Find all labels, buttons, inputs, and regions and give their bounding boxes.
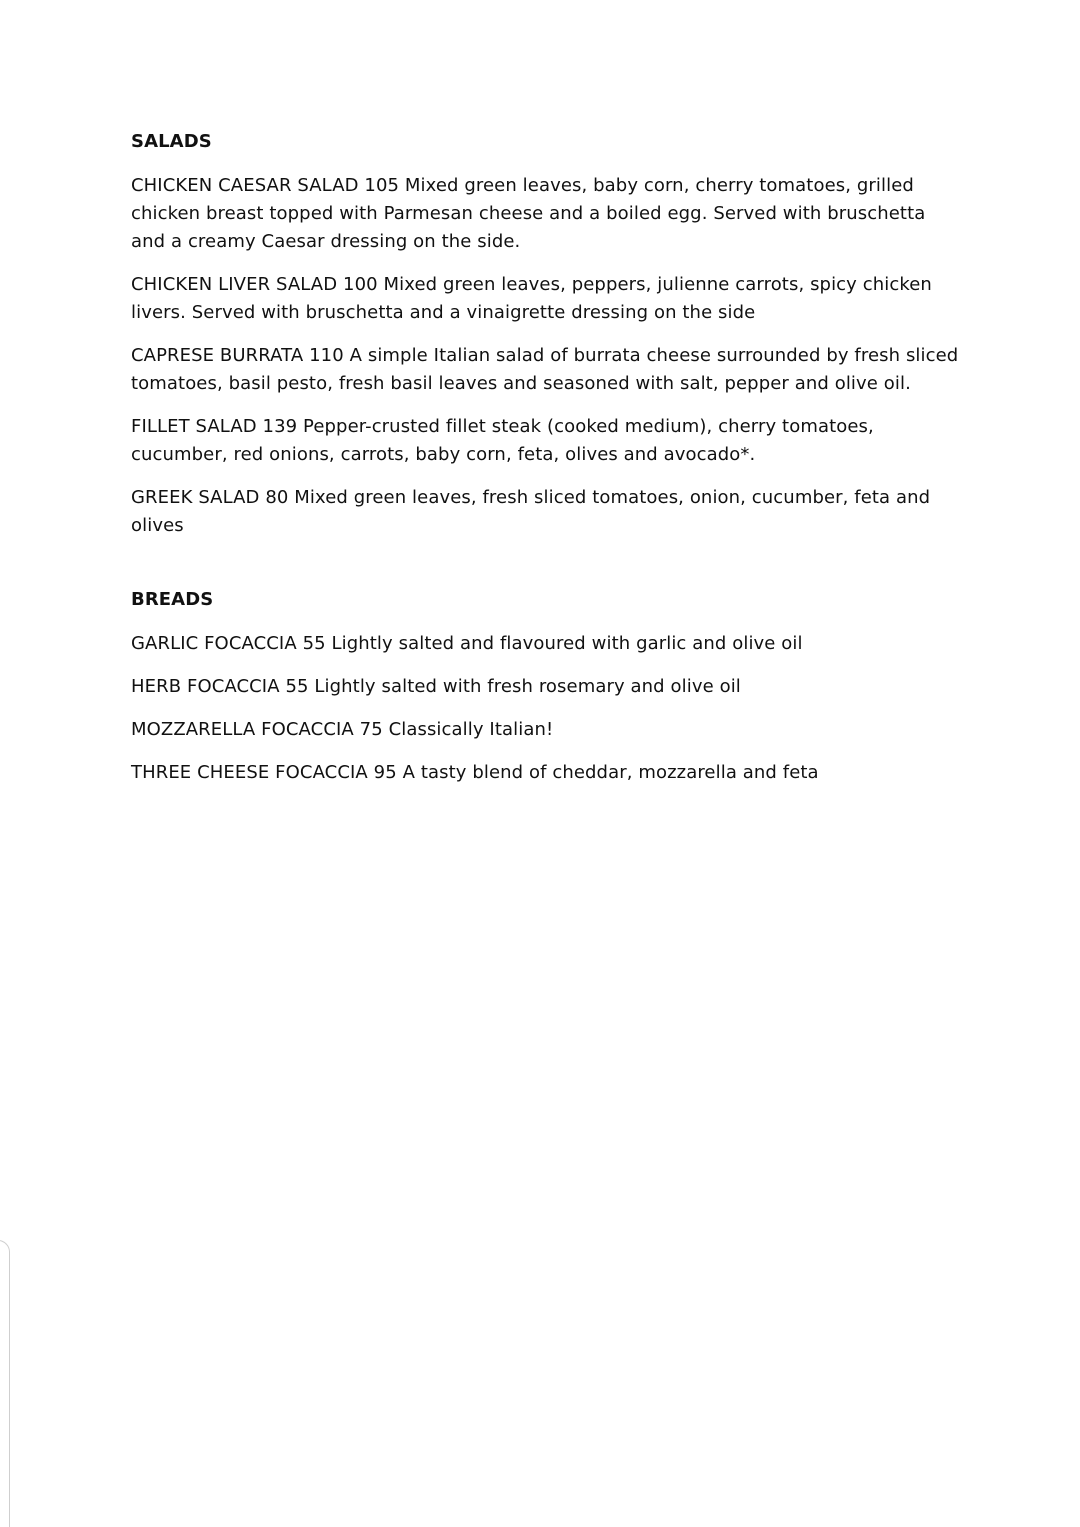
menu-item [131,172,961,256]
menu-item [131,484,961,540]
item-price: 110 [309,345,344,366]
item-description: Lightly salted with fresh rosemary and olive oil [314,676,741,697]
item-price: 95 [373,762,397,783]
menu-item [131,630,961,658]
item-name: MOZZARELLA FOCACCIA [131,719,354,740]
menu-item [131,716,961,744]
item-description: Mixed green leaves, fresh sliced tomatoes, onion, cucumber, feta and olives [131,487,931,536]
item-name: FILLET SALAD [131,416,257,437]
item-description: Classically Italian! [388,719,554,740]
item-name: CHICKEN CAESAR SALAD [131,175,359,196]
item-description: Lightly salted and flavoured with garlic and olive oil [331,633,803,654]
section-breads [131,588,961,787]
menu-item [131,413,961,469]
item-price: 80 [265,487,289,508]
item-price: 100 [343,274,378,295]
item-description: A simple Italian salad of burrata cheese surrounded by fresh sliced tomatoes, basil pesto, fresh basil leaves and seasoned with salt, pepper and olive oil. [131,345,959,394]
item-price: 139 [262,416,298,437]
item-description: Mixed green leaves, baby corn, cherry tomatoes, grilled chicken breast topped with Parmesan cheese and a boiled egg. Served with bruschetta and a creamy Caesar dressing on the side. [131,175,926,252]
menu-item [131,271,961,327]
item-name: CAPRESE BURRATA [131,345,304,366]
page-border-line [0,1240,10,1527]
item-price: 55 [285,676,309,697]
item-name: HERB FOCACCIA [131,676,280,697]
menu-item [131,342,961,398]
section-title-salads: SALADS [131,131,212,152]
section-title-breads: BREADS [131,589,214,610]
section-salads [131,130,961,540]
item-price: 75 [359,719,383,740]
item-name: GREEK SALAD [131,487,260,508]
menu-item [131,673,961,701]
menu-content [131,130,961,802]
item-name: THREE CHEESE FOCACCIA [131,762,368,783]
item-description: Mixed green leaves, peppers, julienne carrots, spicy chicken livers. Served with bruschetta and a vinaigrette dressing on the side [131,274,932,323]
item-name: GARLIC FOCACCIA [131,633,297,654]
item-price: 55 [302,633,326,654]
item-description: Pepper-crusted fillet steak (cooked medium), cherry tomatoes, cucumber, red onions, carrots, baby corn, feta, olives and avocado*. [131,416,874,465]
menu-item [131,759,961,787]
item-description: A tasty blend of cheddar, mozzarella and feta [402,762,819,783]
item-name: CHICKEN LIVER SALAD [131,274,338,295]
item-price: 105 [364,175,400,196]
